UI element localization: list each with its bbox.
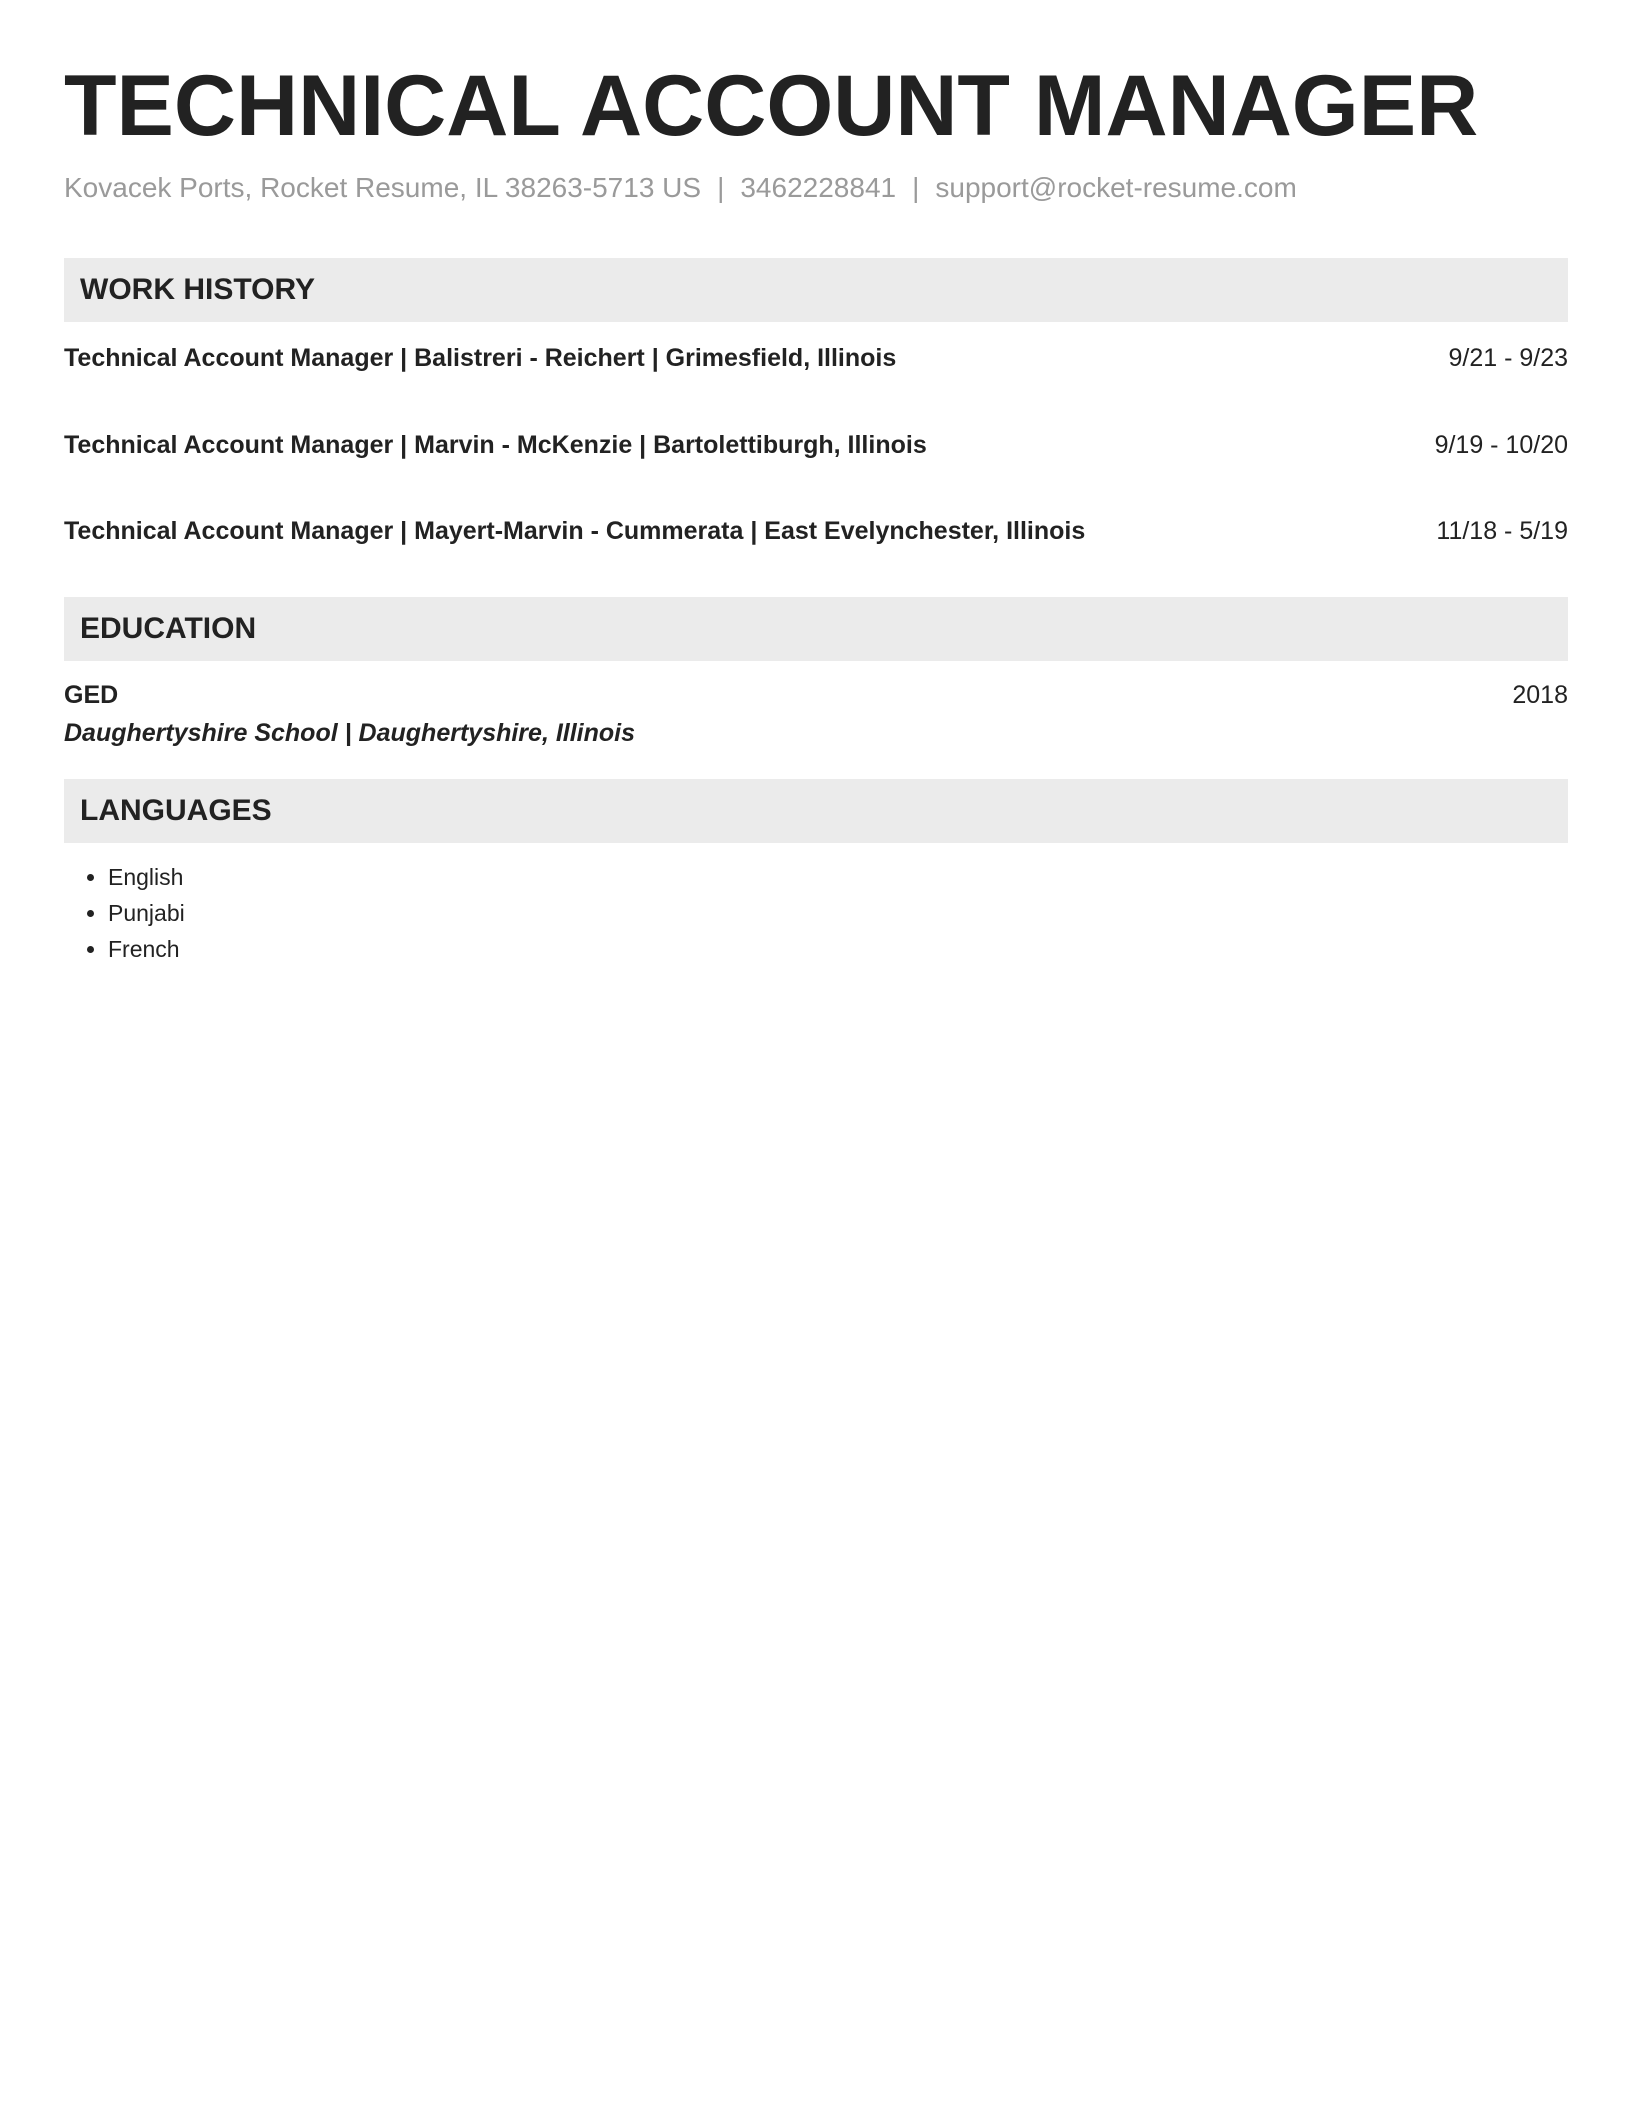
job-title: Technical Account Manager | Marvin - McKenzie | Bartolettiburgh, Illinois bbox=[64, 431, 927, 459]
contact-separator: | bbox=[912, 172, 920, 203]
language-item: • English bbox=[108, 859, 1568, 895]
contact-phone: 3462228841 bbox=[740, 172, 897, 203]
job-title: Technical Account Manager | Balistreri - Reichert | Grimesfield, Illinois bbox=[64, 344, 897, 372]
resume-page bbox=[64, 0, 1568, 967]
language-item: • Punjabi bbox=[108, 895, 1568, 931]
job-entry bbox=[64, 429, 1568, 461]
job-dates: 9/19 - 10/20 bbox=[1434, 431, 1568, 459]
education-heading: EDUCATION bbox=[64, 597, 1568, 661]
education-year: 2018 bbox=[1512, 681, 1568, 709]
job-dates: 11/18 - 5/19 bbox=[1436, 517, 1568, 545]
resume-name-heading: TECHNICAL ACCOUNT MANAGER bbox=[64, 58, 1479, 154]
contact-line bbox=[64, 170, 1568, 206]
contact-address: Kovacek Ports, Rocket Resume, IL 38263-5713 US bbox=[64, 172, 702, 203]
education-school: Daughertyshire School | Daughertyshire, Illinois bbox=[64, 719, 636, 747]
languages-heading: LANGUAGES bbox=[64, 779, 1568, 843]
contact-email: support@rocket-resume.com bbox=[935, 172, 1297, 203]
languages-list bbox=[64, 859, 1568, 967]
work-history-heading: WORK HISTORY bbox=[64, 258, 1568, 322]
contact-separator: | bbox=[717, 172, 725, 203]
job-entry bbox=[64, 515, 1568, 547]
job-title: Technical Account Manager | Mayert-Marvin - Cummerata | East Evelynchester, Illinois bbox=[64, 517, 1086, 545]
education-entry bbox=[64, 679, 1568, 711]
job-entry bbox=[64, 342, 1568, 374]
job-dates: 9/21 - 9/23 bbox=[1448, 344, 1568, 372]
language-item: • French bbox=[108, 931, 1568, 967]
education-degree: GED bbox=[64, 681, 119, 709]
